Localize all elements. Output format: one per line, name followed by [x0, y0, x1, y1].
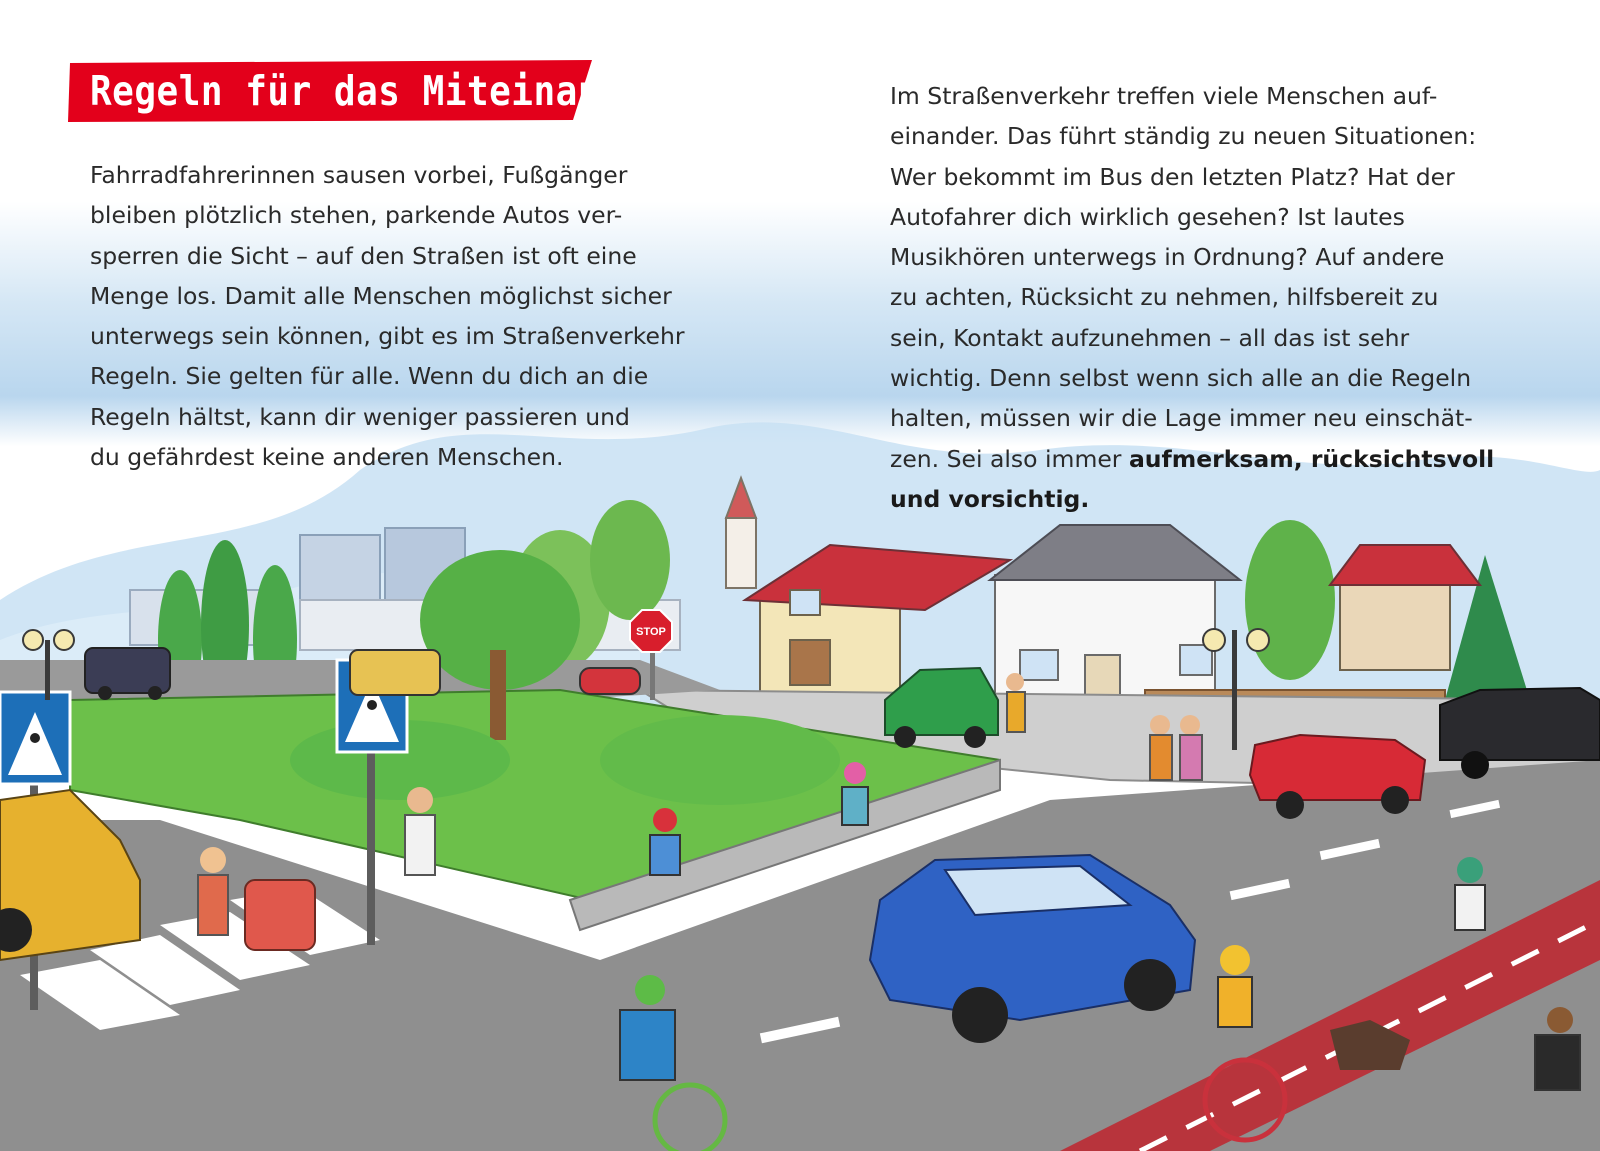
van-yellow-background	[350, 650, 440, 695]
text-line: sein, Kontakt aufzunehmen – all das ist sehr	[890, 323, 1410, 352]
page-title: Regeln für das Miteinander	[90, 68, 667, 116]
car-green	[885, 668, 998, 748]
church-tower	[726, 478, 756, 588]
text-line: du gefährdest keine anderen Menschen.	[90, 443, 564, 472]
text-segment: zen. Sei also immer	[890, 444, 1129, 473]
van-background	[85, 648, 170, 700]
car-yellow-suv	[0, 790, 140, 960]
text-line: zu achten, Rücksicht zu nehmen, hilfsbereit zu	[890, 283, 1439, 312]
text-line: Musikhören unterwegs in Ordnung? Auf andere	[890, 243, 1445, 272]
text-line: einander. Das führt ständig zu neuen Situationen:	[890, 122, 1477, 151]
house-right	[1330, 545, 1480, 670]
text-line: bleiben plötzlich stehen, parkende Autos ver-	[90, 201, 623, 230]
intro-text-left	[90, 155, 685, 477]
intro-text-right	[890, 76, 1494, 519]
text-line: sperren die Sicht – auf den Straßen ist oft eine	[90, 241, 637, 270]
text-line: halten, müssen wir die Lage immer neu einschät-	[890, 404, 1473, 433]
text-line: Wer bekommt im Bus den letzten Platz? Hat der	[890, 162, 1455, 191]
stop-sign-text: STOP	[636, 626, 666, 638]
text-line: Im Straßenverkehr treffen viele Menschen auf-	[890, 82, 1438, 110]
text-line: Fahrradfahrerinnen sausen vorbei, Fußgänger	[90, 161, 628, 189]
text-line: unterwegs sein können, gibt es im Straßenverkehr	[90, 322, 685, 351]
emphasis-text: und vorsichtig.	[890, 484, 1090, 513]
stroller	[245, 880, 315, 950]
text-line	[890, 439, 1494, 479]
text-line: wichtig. Denn selbst wenn sich alle an die Regeln	[890, 364, 1472, 393]
emphasis-text: aufmerksam, rücksichtsvoll	[1128, 444, 1495, 473]
text-line: Regeln hältst, kann dir weniger passieren und	[90, 402, 630, 431]
text-line: Regeln. Sie gelten für alle. Wenn du dich an die	[90, 362, 649, 391]
car-red-small	[580, 668, 640, 694]
text-line: Menge los. Damit alle Menschen möglichst sicher	[90, 281, 672, 310]
text-line: Autofahrer dich wirklich gesehen? Ist lautes	[890, 202, 1405, 231]
title-banner	[68, 60, 667, 122]
